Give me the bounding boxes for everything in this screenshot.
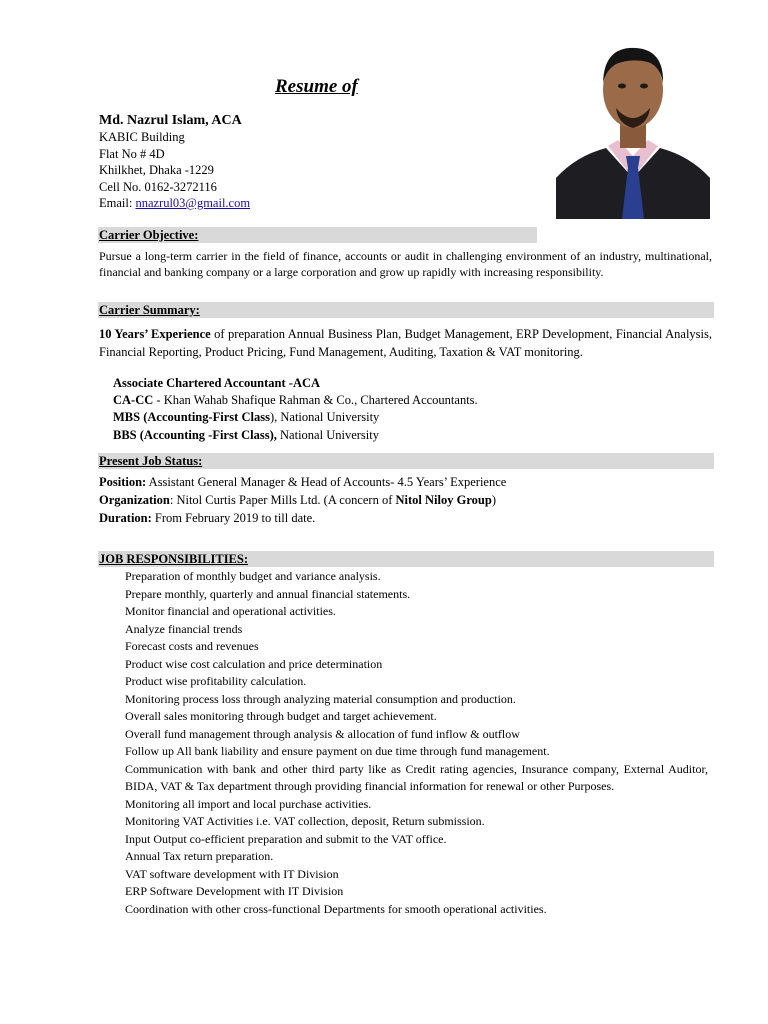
duration-value: From February 2019 to till date. [151,511,316,525]
bbs-text: National University [276,428,379,442]
candidate-name: Md. Nazrul Islam, ACA [99,113,242,128]
position-line [99,474,506,490]
experience-text: of preparation Annual Business Plan, Budget Management, ERP Development, Financial Analysis, Financial Reporting, Product Pricing, Fund Management, Auditing, Taxation & VAT monitoring. [99,327,713,359]
list-item: Prepare monthly, quarterly and annual financial statements. [125,586,411,601]
list-item: Communication with bank and other third party like as Credit rating agencies, Insurance company, External Auditor, BIDA, VAT & Tax department through providing financial information for renewal or other Purposes. [125,761,708,793]
list-item: Overall sales monitoring through budget and target achievement. [125,709,437,723]
position-label: Position: [99,475,147,489]
organization-line [99,492,496,508]
organization-group: Nitol Niloy Group [395,493,492,507]
responsibilities-list [108,568,708,918]
email-line [99,195,250,212]
job-responsibilities-heading: JOB RESPONSIBILITIES: [98,551,714,567]
experience-bold: 10 Years’ Experience [99,327,211,341]
address-line: Khilkhet, Dhaka -1229 [99,163,214,177]
summary-experience [99,326,712,360]
carrier-objective-heading: Carrier Objective: [98,227,537,243]
organization-post: ) [491,493,496,507]
cacc-bold: CA-CC [113,393,154,407]
list-item: Product wise cost calculation and price determination [125,656,383,671]
list-item: Input Output co-efficient preparation and submit to the VAT office. [125,831,447,846]
aca-credential: Associate Chartered Accountant -ACA [113,376,321,390]
duration-label: Duration: [99,511,152,525]
list-item: Monitoring all import and local purchase activities. [125,796,372,811]
summary-item [99,427,379,443]
email-link[interactable]: nnazrul03@gmail.com [135,196,251,210]
list-item: Coordination with other cross-functional Departments for smooth operational activities. [125,901,547,916]
list-item: Analyze financial trends [125,621,243,636]
list-item: Annual Tax return preparation. [125,849,274,863]
present-job-status-heading: Present Job Status: [98,453,714,469]
summary-item [99,409,379,425]
position-value: Assistant General Manager & Head of Accounts- 4.5 Years’ Experience [146,475,507,489]
list-item: Monitoring VAT Activities i.e. VAT collection, deposit, Return submission. [125,814,485,828]
duration-line [99,510,315,526]
organization-label: Organization [99,493,170,507]
address-line: KABIC Building [99,130,185,144]
list-item: Follow up All bank liability and ensure payment on due time through fund management. [125,744,550,758]
organization-pre: : Nitol Curtis Paper Mills Ltd. (A concern of [169,493,396,507]
summary-item [99,392,478,408]
email-label: Email: [99,196,136,210]
page-title: Resume of [275,76,358,97]
list-item: Monitor financial and operational activities. [125,604,336,618]
list-item: ERP Software Development with IT Division [125,884,344,898]
list-item: Forecast costs and revenues [125,639,259,653]
contact-block [99,112,250,212]
mbs-text: ), National University [269,410,380,424]
list-item: Preparation of monthly budget and variance analysis. [125,569,381,583]
summary-item [99,375,320,391]
bbs-bold: BBS (Accounting -First Class), [113,428,277,442]
carrier-objective-text: Pursue a long-term carrier in the field of finance, accounts or audit in challenging environment of an industry, multinational, financial and banking company or a large corporation and grow up rapidly with increasing responsibility. [99,249,712,279]
list-item: VAT software development with IT Division [125,866,339,881]
mbs-bold: MBS (Accounting-First Class [113,410,270,424]
cacc-text: - Khan Wahab Shafique Rahman & Co., Chartered Accountants. [153,393,478,407]
cell-number: Cell No. 0162-3272116 [99,179,217,194]
profile-photo [556,28,710,219]
list-item: Product wise profitability calculation. [125,674,307,688]
list-item: Monitoring process loss through analyzing material consumption and production. [125,691,516,706]
carrier-summary-heading: Carrier Summary: [98,302,714,318]
list-item: Overall fund management through analysis & allocation of fund inflow & outflow [125,726,520,741]
address-line: Flat No # 4D [99,146,165,161]
